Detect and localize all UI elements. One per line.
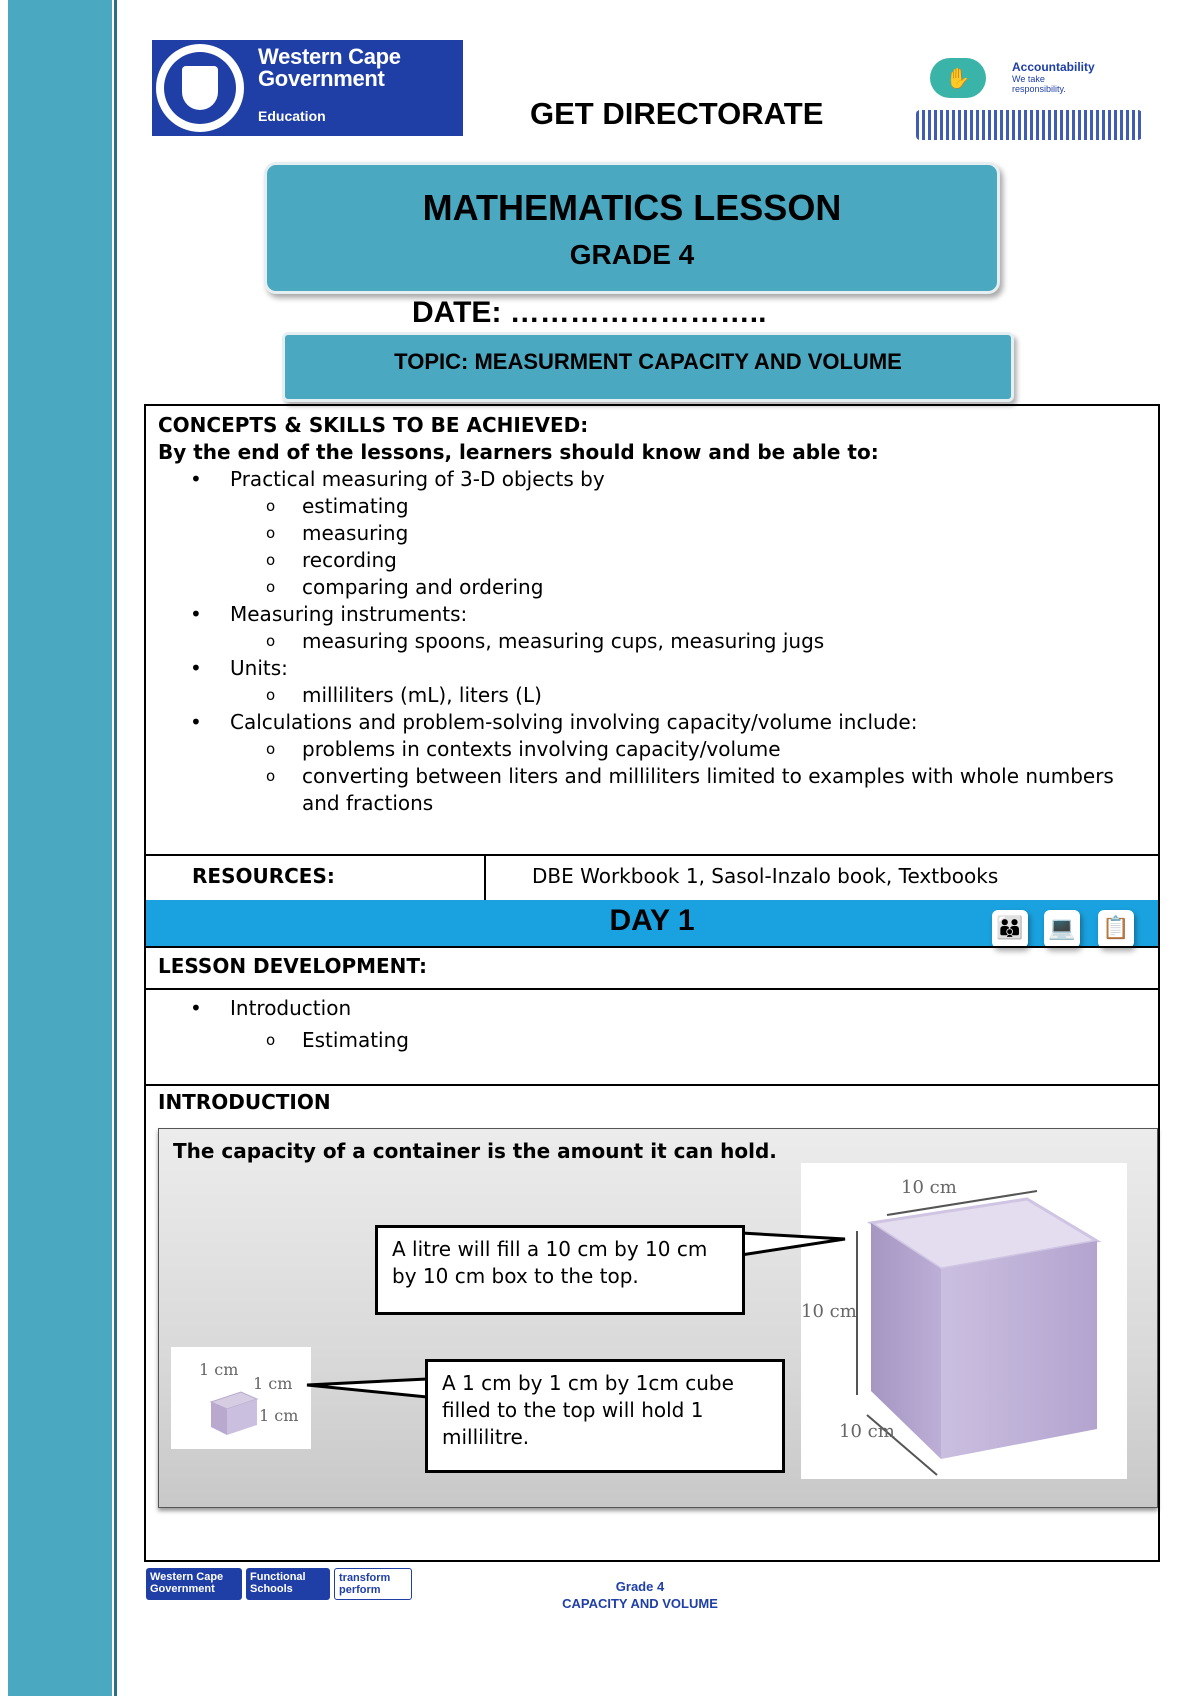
sub-list-item: o recording: [230, 547, 1148, 574]
footer-wcg-logo: Western Cape Government: [146, 1568, 242, 1600]
logo-line-2: Government: [258, 66, 385, 91]
concepts-heading: CONCEPTS & SKILLS TO BE ACHIEVED:: [158, 413, 589, 437]
list-item: [158, 655, 1148, 709]
topic-box: [282, 332, 1014, 402]
sub-list-item: o measuring: [230, 520, 1148, 547]
group-work-icon: 👪: [992, 910, 1028, 948]
logo-name: [258, 46, 401, 90]
resources-value: DBE Workbook 1, Sasol-Inzalo book, Textbooks: [532, 864, 999, 888]
crest-icon: [156, 44, 244, 132]
introduction-panel: [158, 1128, 1158, 1508]
sub-list-item: o comparing and ordering: [230, 574, 1148, 601]
millilitre-callout: A 1 cm by 1 cm by 1cm cube filled to the top will hold 1 millilitre.: [425, 1359, 785, 1473]
pattern-band: [916, 110, 1142, 140]
cube-dimension-label: 1 cm: [253, 1374, 293, 1393]
lesson-development-label: LESSON DEVELOPMENT:: [158, 954, 427, 978]
list-item-label: Calculations and problem-solving involving capacity/volume include:: [230, 710, 918, 734]
list-item: [158, 709, 1148, 817]
lesson-title-box: [264, 162, 1000, 294]
footer-topic: CAPACITY AND VOLUME: [562, 1596, 718, 1611]
list-item: [158, 466, 1148, 601]
accountability-subtitle: We take responsibility.: [1012, 74, 1066, 94]
directorate-title: GET DIRECTORATE: [530, 96, 824, 131]
list-item: [158, 992, 1148, 1056]
logo-line-3: Education: [258, 108, 326, 124]
left-margin-line: [114, 0, 117, 1696]
date-line: DATE: ……………………..: [412, 296, 767, 329]
footer-caption: [540, 1578, 740, 1612]
lesson-table: [144, 404, 1160, 1562]
accountability-title: Accountability: [1012, 60, 1095, 74]
cube-dimension-label: 1 cm: [199, 1360, 239, 1379]
lesson-development-list: [158, 992, 1148, 1056]
topic-text: TOPIC: MEASURMENT CAPACITY AND VOLUME: [394, 349, 902, 374]
resources-row: [146, 856, 1158, 900]
divider: [146, 946, 1158, 948]
sub-list-item: o converting between liters and milliliters limited to examples with whole numbers and fractions: [230, 763, 1148, 817]
presentation-icon: 📋: [1098, 910, 1134, 948]
footer-transform-perform-logo: transform perform: [334, 1568, 412, 1600]
sub-list-item: o estimating: [230, 493, 1148, 520]
footer-grade: Grade 4: [615, 1579, 665, 1594]
sub-list-item: o problems in contexts involving capacity/volume: [230, 736, 1148, 763]
list-item-label: Measuring instruments:: [230, 602, 468, 626]
resources-divider: [484, 856, 486, 900]
list-item-label: Introduction: [230, 996, 352, 1020]
learner-computer-icon: 💻: [1044, 910, 1080, 948]
divider: [146, 1084, 1158, 1086]
list-item: [158, 601, 1148, 655]
hand-icon: ✋: [930, 58, 986, 98]
concepts-list: [158, 466, 1148, 817]
sub-list-item: o Estimating: [230, 1024, 1148, 1056]
litre-callout: A litre will fill a 10 cm by 10 cm by 10 cm box to the top.: [375, 1225, 745, 1315]
list-item-label: Practical measuring of 3-D objects by: [230, 467, 605, 491]
introduction-heading: The capacity of a container is the amount it can hold.: [173, 1139, 777, 1163]
day-label: DAY 1: [609, 904, 695, 937]
sub-list-item: o measuring spoons, measuring cups, measuring jugs: [230, 628, 1148, 655]
concepts-subheading: By the end of the lessons, learners should know and be able to:: [158, 440, 879, 464]
lesson-title: MATHEMATICS LESSON: [422, 187, 842, 228]
cube-dimension-label: 10 cm: [801, 1301, 857, 1322]
cube-dimension-label: 1 cm: [259, 1406, 299, 1425]
sub-list-item: o milliliters (mL), liters (L): [230, 682, 1148, 709]
accountability-logo: [914, 52, 1144, 144]
cube-dimension-label: 10 cm: [901, 1177, 957, 1198]
logo-line-1: Western Cape: [258, 44, 401, 69]
footer-functional-schools-logo: Functional Schools: [246, 1568, 330, 1600]
list-item-label: Units:: [230, 656, 288, 680]
cube-dimension-label: 10 cm: [839, 1421, 895, 1442]
western-cape-government-logo: [152, 40, 463, 136]
divider: [146, 988, 1158, 990]
introduction-label: INTRODUCTION: [158, 1090, 331, 1114]
lesson-grade: GRADE 4: [569, 239, 695, 270]
footer-logos: [146, 1562, 414, 1604]
left-margin-bar: [8, 0, 112, 1696]
concepts-section: [158, 412, 1148, 817]
resources-label: RESOURCES:: [192, 864, 335, 888]
day-bar: [146, 900, 1158, 946]
